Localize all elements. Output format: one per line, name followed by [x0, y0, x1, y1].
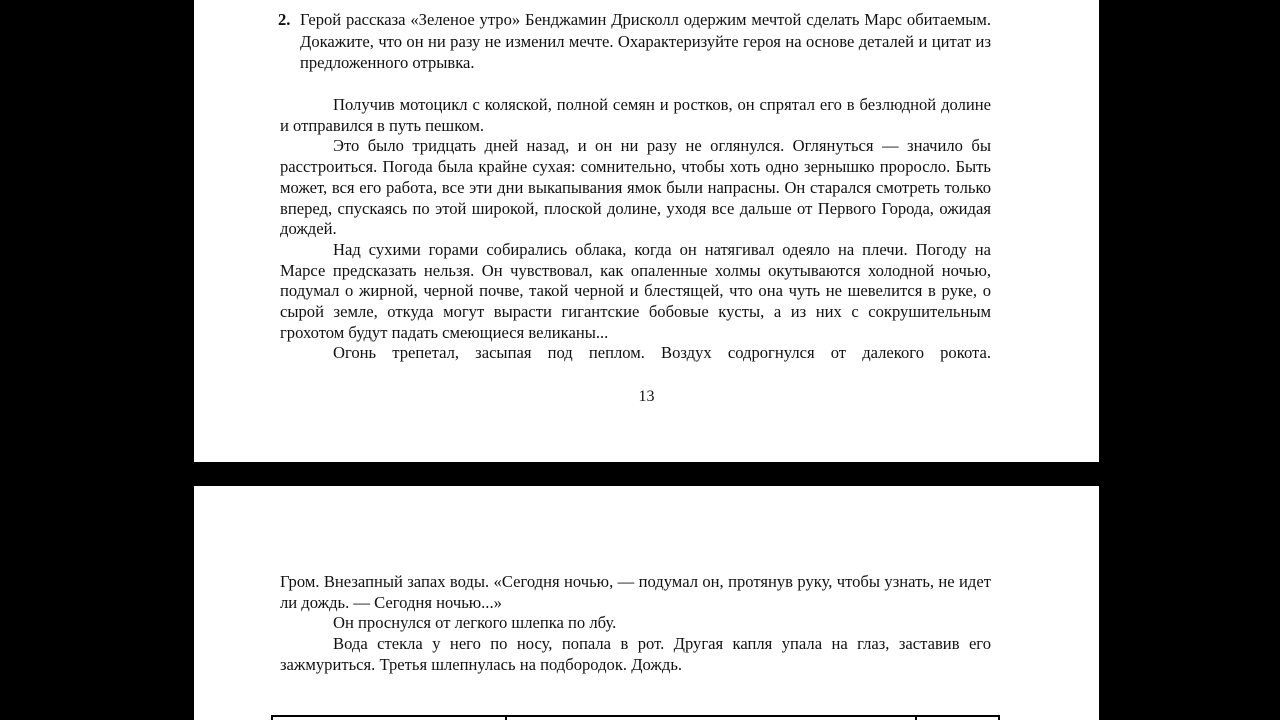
paragraph: Это было тридцать дней назад, и он ни разу не оглянулся. Оглянуться — значило бы расстроиться. Погода была крайне сухая: сомнительно, чтобы хоть одно зернышко проросло. Быть может, вся его работа, все эти дни выкапывания ямок были напрасны. Он старался смотреть только вперед, спускаясь по этой широкой, плоской долине, уходя все дальше от Первого Города, ожидая дождей.	[280, 136, 991, 239]
task-number: 2.	[278, 10, 291, 29]
table-column-separator	[998, 715, 1000, 720]
page-number: 13	[638, 388, 655, 405]
task-question	[278, 9, 991, 74]
paragraph: Получив мотоцикл с коляской, полной семян и ростков, он спрятал его в безлюдной долине и отправился в путь пешком.	[280, 95, 991, 135]
excerpt-continuation	[280, 572, 991, 676]
document-page-13	[194, 0, 1099, 462]
table-column-separator	[505, 715, 507, 720]
document-page-14	[194, 486, 1099, 720]
table-column-separator	[271, 715, 273, 720]
paragraph: Огонь трепетал, засыпая под пеплом. Воздух содрогнулся от далекого рокота.	[333, 343, 991, 363]
paragraph: Он проснулся от легкого шлепка по лбу.	[333, 613, 617, 633]
paragraph: Вода стекла у него по носу, попала в рот. Другая капля упала на глаз, заставив его зажмуриться. Третья шлепнулась на подбородок. Дождь.	[280, 634, 991, 674]
task-text: Герой рассказа «Зеленое утро» Бенджамин Дрисколл одержим мечтой сделать Марс обитаемым. Докажите, что он ни разу не изменил мечте. Охарактеризуйте героя на основе деталей и цитат из предложенного отрывка.	[300, 10, 991, 72]
paragraph: Над сухими горами собирались облака, когда он натягивал одеяло на плечи. Погоду на Марсе предсказать нельзя. Он чувствовал, как опаленные холмы окутываются холодной ночью, подумал о жирной, черной почве, такой черной и блестящей, что она чуть не шевелится в руке, о сырой земле, откуда могут вырасти гигантские бобовые кусты, а из них с сокрушительным грохотом будут падать смеющиеся великаны...	[280, 239, 991, 342]
table-top-border	[271, 715, 1000, 720]
table-column-separator	[915, 715, 917, 720]
excerpt-text	[280, 95, 991, 364]
paragraph: Гром. Внезапный запах воды. «Сегодня ночью, — подумал он, протянув руку, чтобы узнать, не идет ли дождь. — Сегодня ночью...»	[280, 572, 991, 612]
